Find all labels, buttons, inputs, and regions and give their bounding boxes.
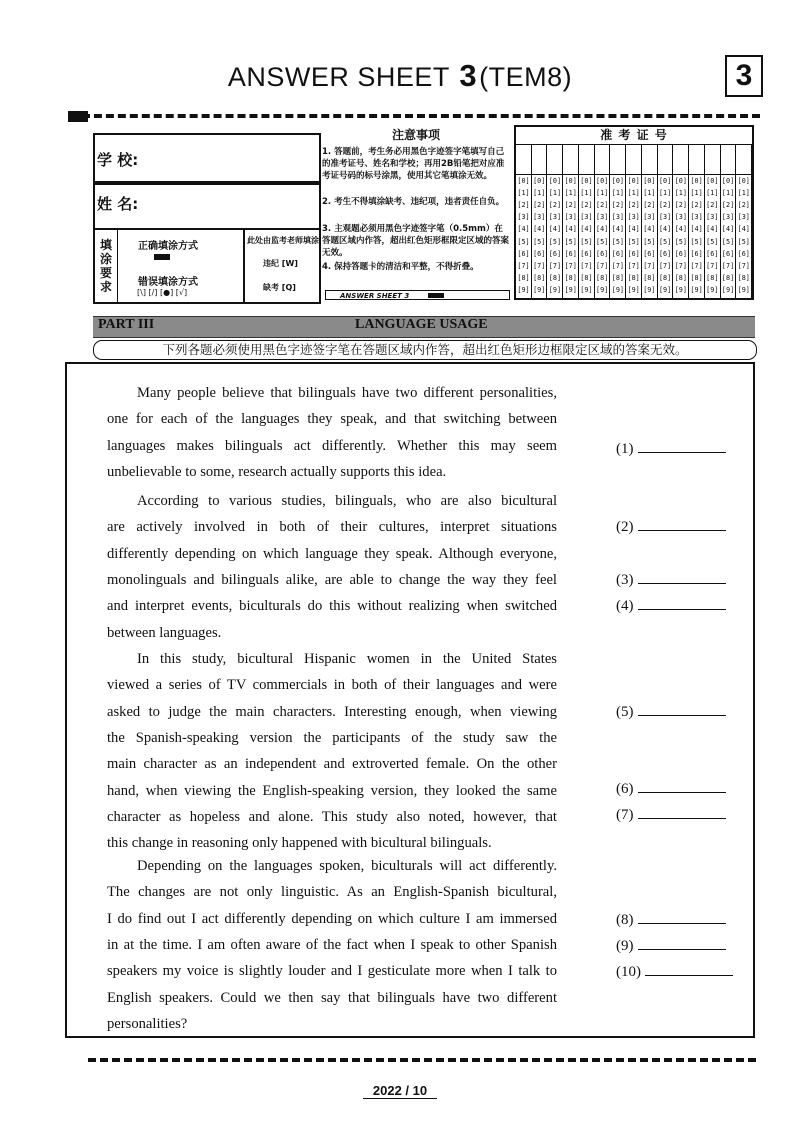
digit-bubble[interactable]: [7] [517,261,530,270]
blank-answer-line[interactable] [638,516,726,531]
blank-number: (7) [616,807,634,823]
passage-line: and interpret events, biculturals do this without realizing when switched [107,598,557,615]
blank-8 [616,909,726,929]
notice-item: 4. 保持答题卡的清洁和平整，不得折叠。 [322,262,479,272]
digit-bubble[interactable]: [4] [548,225,562,234]
absent-bubble[interactable]: 缺考 [Q] [263,283,296,292]
passage-line: personalities? [107,1015,188,1032]
digit-bubble[interactable]: [1] [721,189,735,198]
digit-bubble[interactable]: [3] [548,213,562,222]
digit-bubble[interactable]: [0] [643,177,656,185]
digit-bubble[interactable]: [4] [564,225,577,234]
digit-bubble[interactable]: [0] [706,177,719,185]
digit-bubble[interactable]: [5] [533,237,546,246]
digit-bubble[interactable]: [9] [690,285,703,294]
digit-bubble[interactable]: [5] [611,237,625,246]
digit-bubble[interactable]: [6] [627,249,640,258]
digit-bubble[interactable]: [8] [643,273,656,282]
digit-bubble[interactable]: [3] [564,213,577,222]
digit-bubble[interactable]: [4] [737,225,750,234]
digit-bubble[interactable]: [2] [737,201,750,210]
digit-bubble[interactable]: [7] [580,261,593,270]
exam-id-label: 准 考 证 号 [516,127,752,145]
digit-bubble[interactable]: [9] [580,285,593,294]
digit-bubble[interactable]: [7] [658,261,672,270]
blank-9 [616,935,726,955]
digit-bubble[interactable]: [1] [658,189,672,198]
digit-bubble[interactable]: [8] [548,273,562,282]
digit-bubble[interactable]: [5] [658,237,672,246]
digit-bubble[interactable]: [4] [533,225,546,234]
blank-answer-line[interactable] [638,701,726,716]
digit-bubble[interactable]: [2] [706,201,719,210]
digit-bubble[interactable]: [8] [674,273,687,282]
digit-bubble[interactable]: [8] [627,273,640,282]
digit-bubble[interactable]: [2] [548,201,562,210]
digit-bubble[interactable]: [2] [627,201,640,210]
passage-line: this change in reasoning only happened with bicultural bilinguals. [107,835,492,852]
title-suffix: (TEM8) [479,62,573,92]
digit-bubble[interactable]: [5] [596,237,609,246]
digit-bubble[interactable]: [7] [533,261,546,270]
blank-number: (1) [616,441,634,457]
digit-bubble[interactable]: [6] [564,249,577,258]
blank-1 [616,438,726,458]
digit-bubble[interactable]: [0] [611,177,625,185]
digit-bubble[interactable]: [7] [737,261,750,270]
digit-bubble[interactable]: [6] [611,249,625,258]
passage-line: English speakers. Could we then say that bilinguals have two different [107,989,557,1006]
digit-bubble[interactable]: [2] [596,201,609,210]
digit-bubble[interactable]: [3] [596,213,609,222]
digit-bubble[interactable]: [4] [517,225,530,234]
digit-bubble[interactable]: [1] [674,189,687,198]
digit-bubble[interactable]: [7] [721,261,735,270]
digit-bubble[interactable]: [5] [517,237,530,246]
digit-bubble[interactable]: [3] [721,213,735,222]
digit-bubble[interactable]: [5] [674,237,687,246]
digit-bubble[interactable]: [1] [643,189,656,198]
correct-fill-label: 正确填涂方式 [138,241,198,252]
blank-3 [616,569,726,589]
notice-item: 1. 答题前，考生务必用黑色字迹签字笔填写自己的准考证号、姓名和学校；再用2B铅笔把对应准考证号码的标号涂黑，使用其它笔填涂无效。 [322,147,505,181]
passage-line: monolinguals and bilinguals alike, are able to change the way they feel [107,571,557,588]
digit-bubble[interactable]: [2] [674,201,687,210]
notice-title: 注意事项 [391,128,440,142]
blank-10 [616,961,733,981]
digit-bubble[interactable]: [1] [737,189,750,198]
passage-line: In this study, bicultural Hispanic women in the United States [137,651,557,667]
digit-bubble[interactable]: [8] [517,273,530,282]
digit-bubble[interactable]: [5] [643,237,656,246]
digit-bubble[interactable]: [6] [658,249,672,258]
digit-bubble[interactable]: [7] [596,261,609,270]
digit-bubble[interactable]: [4] [596,225,609,234]
digit-bubble[interactable]: [6] [548,249,562,258]
blank-answer-line[interactable] [638,438,726,453]
digit-bubble[interactable]: [9] [706,285,719,294]
digit-bubble[interactable]: [2] [611,201,625,210]
digit-bubble[interactable]: [7] [548,261,562,270]
digit-bubble[interactable]: [9] [517,285,530,294]
digit-bubble[interactable]: [6] [643,249,656,258]
notice-item: 3. 主观题必须用黑色字迹签字笔（0.5mm）在答题区域内作答，超出红色矩形框限定区域的答案无效。 [322,224,510,258]
digit-bubble[interactable]: [1] [533,189,546,198]
digit-bubble[interactable]: [2] [658,201,672,210]
passage-line: languages makes bilinguals act differently. Whether this may seem [107,437,557,454]
digit-bubble[interactable]: [5] [548,237,562,246]
digit-bubble[interactable]: [1] [611,189,625,198]
digit-bubble[interactable]: [3] [690,213,703,222]
blank-2 [616,516,726,536]
digit-bubble[interactable]: [6] [674,249,687,258]
passage-line: asked to judge the main characters. Interesting enough, when viewing [107,703,557,720]
passage-line: in at the time. I am often aware of the fact when I speak to other Spanish [107,936,557,953]
blank-number: (8) [616,912,634,928]
wrong-fill-label: 错误填涂方式 [138,277,198,288]
name-field[interactable] [93,181,321,230]
digit-bubble[interactable]: [4] [627,225,640,234]
digit-bubble[interactable]: [1] [580,189,593,198]
digit-bubble[interactable]: [7] [643,261,656,270]
digit-bubble[interactable]: [1] [548,189,562,198]
wrong-fill-examples: [\] [/] [●] [√] [137,288,188,297]
digit-bubble[interactable]: [8] [533,273,546,282]
digit-bubble[interactable]: [9] [721,285,735,294]
fill-requirements-label: 填涂要求 [100,238,113,294]
digit-bubble[interactable]: [2] [564,201,577,210]
passage-line: one for each of the languages they speak, and that switching between [107,411,557,428]
digit-bubble[interactable]: [9] [627,285,640,294]
digit-bubble[interactable]: [4] [674,225,687,234]
digit-bubble[interactable]: [4] [611,225,625,234]
digit-bubble[interactable]: [8] [596,273,609,282]
blank-answer-line[interactable] [638,804,726,819]
digit-bubble[interactable]: [7] [690,261,703,270]
digit-bubble[interactable]: [9] [674,285,687,294]
digit-bubble[interactable]: [1] [517,189,530,198]
digit-bubble[interactable]: [0] [533,177,546,185]
digit-bubble[interactable]: [9] [658,285,672,294]
name-label: 姓 名: [97,195,139,213]
blank-number: (2) [616,519,634,535]
blank-7 [616,804,726,824]
digit-bubble[interactable]: [7] [564,261,577,270]
digit-bubble[interactable]: [8] [706,273,719,282]
digit-bubble[interactable]: [3] [580,213,593,222]
sheet-number-box: 3 [725,55,763,97]
digit-bubble[interactable]: [6] [737,249,750,258]
digit-bubble[interactable]: [3] [611,213,625,222]
digit-bubble[interactable]: [2] [533,201,546,210]
digit-bubble[interactable]: [6] [721,249,735,258]
blank-number: (6) [616,781,634,797]
digit-bubble[interactable]: [3] [517,213,530,222]
digit-bubble[interactable]: [1] [596,189,609,198]
digit-bubble[interactable]: [8] [721,273,735,282]
blank-number: (5) [616,704,634,720]
blank-answer-line[interactable] [638,569,726,584]
digit-bubble[interactable]: [3] [737,213,750,222]
passage-line: According to various studies, bilinguals, who are also bicultural [137,493,557,509]
digit-bubble[interactable]: [0] [674,177,687,185]
title-number: 3 [459,58,478,93]
digit-bubble[interactable]: [0] [627,177,640,185]
digit-bubble[interactable]: [0] [690,177,703,185]
answer-sheet-title [0,58,800,94]
title-prefix: ANSWER SHEET [227,62,450,92]
sheet-tag [325,290,510,300]
digit-bubble[interactable]: [9] [643,285,656,294]
digit-bubble[interactable]: [0] [737,177,750,185]
digit-bubble[interactable]: [6] [533,249,546,258]
exam-id-grid [514,125,754,300]
digit-bubble[interactable]: [8] [580,273,593,282]
answer-instruction: 下列各题必须使用黑色字迹签字笔在答题区域内作答，超出红色矩形边框限定区域的答案无效。 [93,340,757,360]
digit-bubble[interactable]: [2] [721,201,735,210]
digit-bubble[interactable]: [3] [658,213,672,222]
passage-line: differently depending on which language they speak. Although everyone, [107,545,557,562]
passage-line: viewed a series of TV commercials in both of their languages and were [107,677,557,694]
bottom-dashed-divider [88,1058,756,1062]
blank-6 [616,778,726,798]
digit-bubble[interactable]: [2] [690,201,703,210]
digit-bubble[interactable]: [6] [706,249,719,258]
digit-bubble[interactable]: [5] [721,237,735,246]
digit-bubble[interactable]: [9] [611,285,625,294]
digit-bubble[interactable]: [5] [690,237,703,246]
blank-5 [616,701,726,721]
digit-bubble[interactable]: [7] [674,261,687,270]
blank-number: (10) [616,964,641,980]
digit-bubble[interactable]: [3] [627,213,640,222]
digit-bubble[interactable]: [0] [721,177,735,185]
passage-line: I do find out I act differently depending on which culture I am immersed [107,910,557,927]
digit-bubble[interactable]: [5] [580,237,593,246]
digit-bubble[interactable]: [0] [548,177,562,185]
digit-bubble[interactable]: [9] [596,285,609,294]
notice-item: 2. 考生不得填涂缺考、违纪项，违者责任自负。 [322,197,505,207]
blank-answer-line[interactable] [638,909,726,924]
digit-bubble[interactable]: [5] [737,237,750,246]
digit-bubble[interactable]: [3] [533,213,546,222]
digit-bubble[interactable]: [5] [564,237,577,246]
digit-bubble[interactable]: [0] [596,177,609,185]
digit-bubble[interactable]: [2] [517,201,530,210]
blank-answer-line[interactable] [638,778,726,793]
digit-bubble[interactable]: [5] [627,237,640,246]
passage-line: The changes are not only linguistic. As an English-Spanish bicultural, [107,884,557,901]
top-dashed-divider [70,114,760,118]
fill-requirements-box [93,228,321,304]
digit-bubble[interactable]: [1] [706,189,719,198]
digit-bubble[interactable]: [7] [706,261,719,270]
digit-bubble[interactable]: [6] [690,249,703,258]
page-footer [0,1083,800,1098]
teacher-fill-label: 此处由监考老师填涂 [247,236,319,245]
part-name: LANGUAGE USAGE [355,317,488,332]
digit-bubble[interactable]: [9] [548,285,562,294]
digit-bubble[interactable]: [4] [643,225,656,234]
blank-number: (9) [616,938,634,954]
passage-line: the Spanish-speaking version the participants of the study saw the [107,729,557,746]
digit-bubble[interactable]: [6] [517,249,530,258]
digit-bubble[interactable]: [4] [580,225,593,234]
digit-bubble[interactable]: [0] [580,177,593,185]
digit-bubble[interactable]: [8] [690,273,703,282]
passage-line: are actively involved in both of their cultures, interpret situations [107,519,557,536]
digit-bubble[interactable]: [9] [564,285,577,294]
digit-bubble[interactable]: [0] [517,177,530,185]
digit-bubble[interactable]: [7] [611,261,625,270]
sheet-tag-label: ANSWER SHEET 3 [340,292,410,300]
passage-line: speakers my voice is slightly louder and I gesticulate more when I talk to [107,963,557,980]
school-label: 学 校: [97,151,139,169]
digit-bubble[interactable]: [4] [658,225,672,234]
digit-bubble[interactable]: [6] [580,249,593,258]
digit-bubble[interactable]: [1] [627,189,640,198]
digit-bubble[interactable]: [3] [643,213,656,222]
sheet-tag-mark [428,293,444,298]
digit-bubble[interactable]: [8] [658,273,672,282]
digit-bubble[interactable]: [3] [706,213,719,222]
digit-bubble[interactable]: [2] [580,201,593,210]
digit-bubble[interactable]: [7] [627,261,640,270]
blank-4 [616,595,726,615]
blank-answer-line[interactable] [638,935,726,950]
violation-bubble[interactable]: 违纪 [W] [263,259,298,268]
digit-bubble[interactable]: [1] [690,189,703,198]
blank-number: (4) [616,598,634,614]
digit-bubble[interactable]: [3] [674,213,687,222]
digit-bubble[interactable]: [8] [737,273,750,282]
blank-number: (3) [616,572,634,588]
passage-line: between languages. [107,624,222,641]
part-label: PART III [98,317,155,332]
digit-bubble[interactable]: [4] [721,225,735,234]
digit-bubble[interactable]: [9] [533,285,546,294]
passage-line: unbelievable to some, research actually supports this idea. [107,463,447,480]
digit-bubble[interactable]: [5] [706,237,719,246]
digit-bubble[interactable]: [0] [658,177,672,185]
digit-bubble[interactable]: [8] [611,273,625,282]
passage-line: Many people believe that bilinguals have two different personalities, [137,385,557,401]
blank-answer-line[interactable] [645,961,733,976]
passage-line: main character as an independent and extroverted female. On the other [107,756,557,773]
passage-line: hand, when viewing the English-speaking version, they looked the same [107,782,557,799]
digit-bubble[interactable]: [9] [737,285,750,294]
digit-bubble[interactable]: [4] [706,225,719,234]
page-number: 2022 / 10 [363,1083,437,1099]
correct-fill-example [154,254,170,260]
digit-bubble[interactable]: [1] [564,189,577,198]
passage-line: character as hopeless and alone. This study also noted, however, that [107,808,557,825]
digit-bubble[interactable]: [0] [564,177,577,185]
digit-bubble[interactable]: [2] [643,201,656,210]
school-field[interactable] [93,133,321,185]
digit-bubble[interactable]: [6] [596,249,609,258]
digit-bubble[interactable]: [8] [564,273,577,282]
passage-line: Depending on the languages spoken, biculturals will act differently. [137,858,557,874]
blank-answer-line[interactable] [638,595,726,610]
digit-bubble[interactable]: [4] [690,225,703,234]
